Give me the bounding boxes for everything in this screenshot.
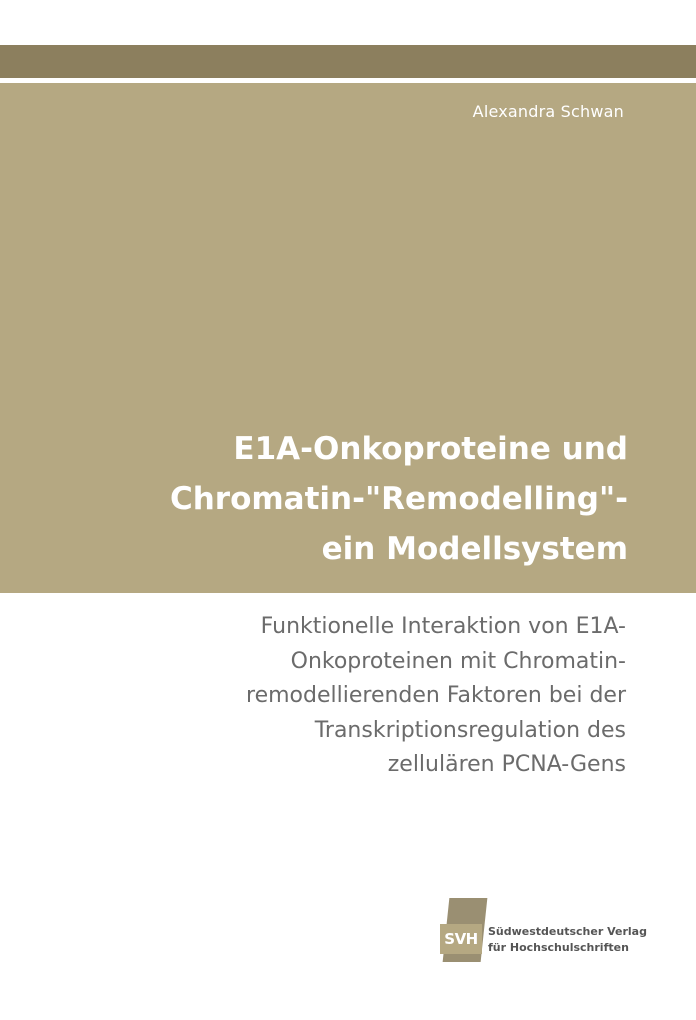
subtitle-line: Onkoproteinen mit Chromatin- — [290, 648, 626, 674]
publisher-name — [488, 924, 647, 956]
publisher-name-line: für Hochschulschriften — [488, 941, 629, 954]
title-line: Chromatin-"Remodelling"- — [169, 481, 628, 517]
book-subtitle — [26, 610, 626, 783]
subtitle-line: Funktionelle Interaktion von E1A- — [260, 614, 626, 639]
publisher-block — [438, 898, 648, 968]
subtitle-line: zellulären PCNA-Gens — [387, 752, 626, 777]
logo-mark: SVH — [440, 924, 482, 954]
author-name: Alexandra Schwan — [472, 102, 624, 121]
title-line: E1A-Onkoproteine und — [233, 431, 628, 467]
subtitle-line: remodellierenden Faktoren bei der — [246, 683, 626, 708]
title-line: ein Modellsystem — [321, 531, 628, 567]
publisher-logo — [438, 898, 486, 964]
subtitle-line: Transkriptionsregulation des — [314, 717, 626, 743]
book-title — [28, 424, 628, 574]
publisher-name-line: Südwestdeutscher Verlag — [488, 925, 647, 938]
top-color-band — [0, 45, 696, 78]
